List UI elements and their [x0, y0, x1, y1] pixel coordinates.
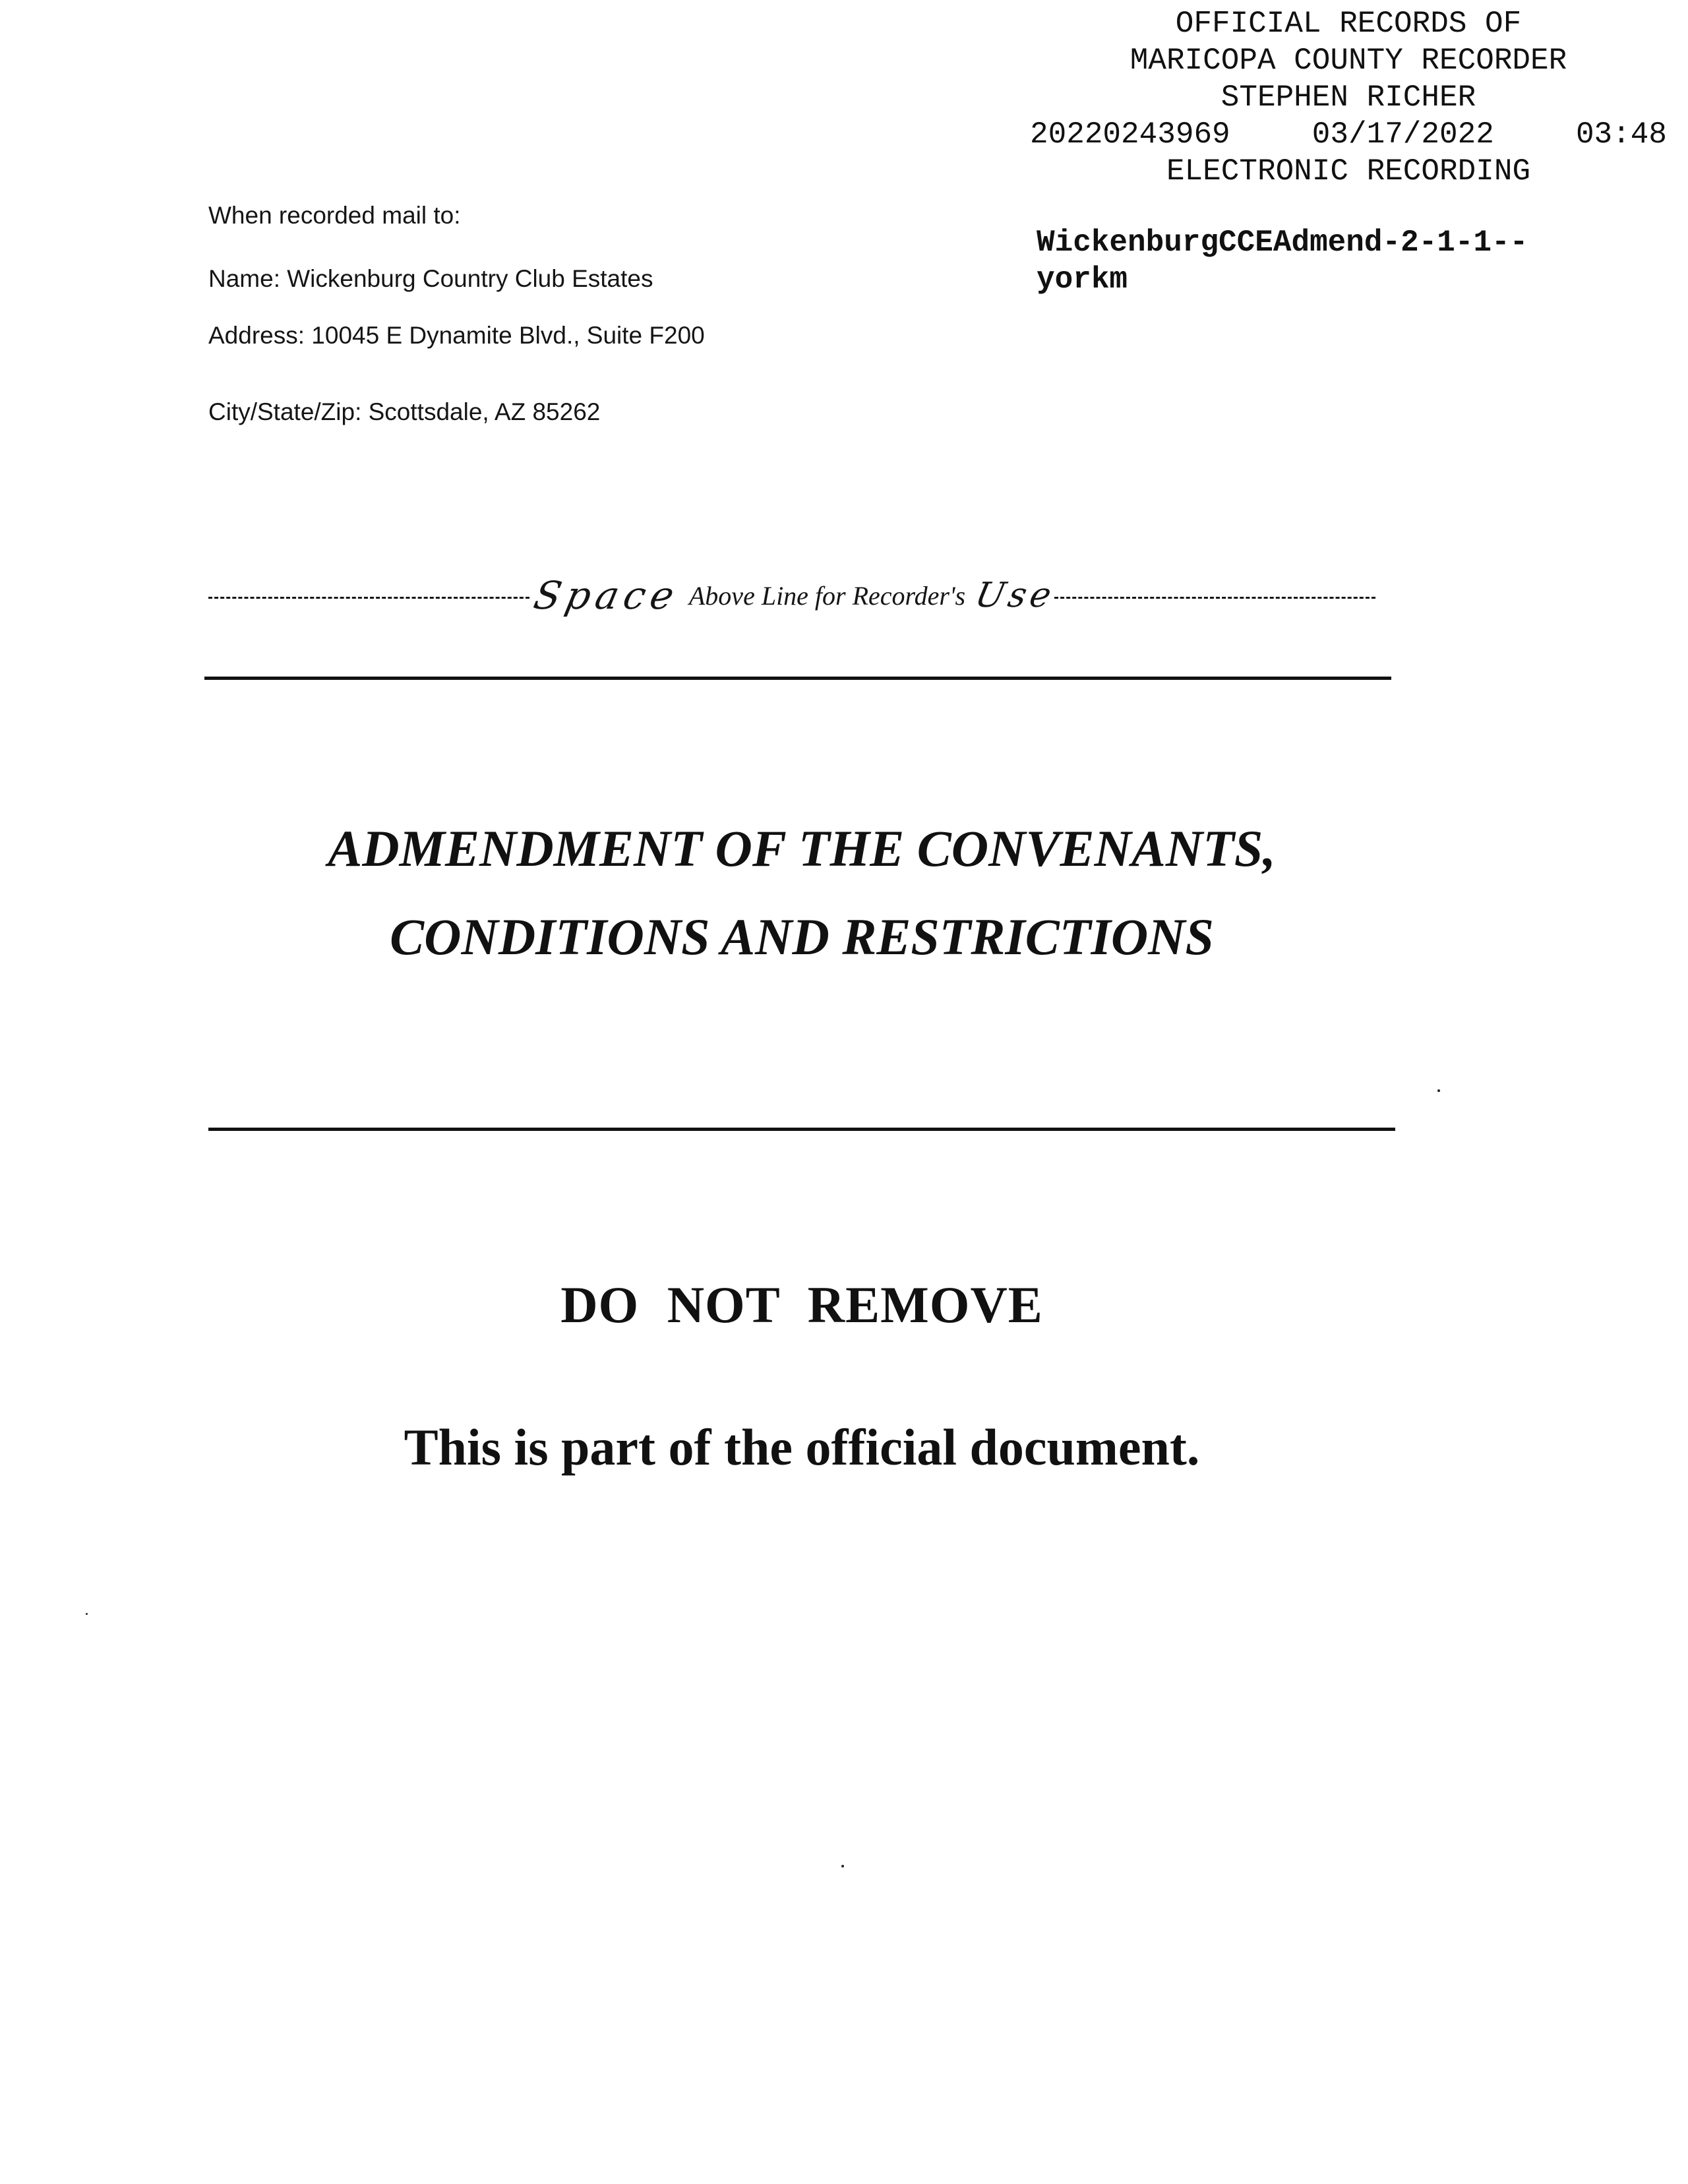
- recorder-use-line: [208, 572, 1375, 619]
- document-title: [208, 804, 1395, 981]
- dashed-line-right: [1054, 597, 1375, 599]
- mail-to-address: Address: 10045 E Dynamite Blvd., Suite F200: [208, 322, 705, 349]
- document-reference-line-1: WickenburgCCEAdmend-2-1-1--: [1037, 226, 1528, 260]
- use-word: Use: [971, 576, 1059, 615]
- top-divider: [204, 677, 1391, 680]
- recording-date: 03/17/2022: [1311, 117, 1494, 152]
- official-document-notice: This is part of the official document.: [404, 1418, 1200, 1476]
- recorder-stamp: [1029, 5, 1668, 190]
- document-reference: [1037, 224, 1630, 298]
- recording-time: 03:48: [1575, 117, 1667, 152]
- stamp-line-5: ELECTRONIC RECORDING: [1166, 154, 1531, 189]
- bottom-divider: [208, 1128, 1395, 1131]
- recording-number: 20220243969: [1030, 117, 1230, 152]
- mail-to-name: Name: Wickenburg Country Club Estates: [208, 265, 653, 292]
- space-word: Space: [529, 573, 684, 618]
- scan-speck: [1437, 1089, 1440, 1092]
- mail-to-heading: When recorded mail to:: [208, 202, 461, 229]
- stamp-line-1: OFFICIAL RECORDS OF: [1175, 7, 1522, 41]
- title-line-1: ADMENDMENT OF THE CONVENANTS,: [328, 820, 1276, 877]
- stamp-line-2: MARICOPA COUNTY RECORDER: [1130, 44, 1567, 78]
- scan-speck: [86, 1613, 88, 1615]
- stamp-recording-row: [1029, 116, 1668, 153]
- title-line-2: CONDITIONS AND RESTRICTIONS: [390, 908, 1214, 965]
- scan-speck: [841, 1865, 844, 1867]
- document-reference-line-2: yorkm: [1037, 262, 1128, 297]
- dashed-line-left: [208, 597, 529, 599]
- do-not-remove-notice: DO NOT REMOVE: [560, 1276, 1043, 1333]
- recorder-use-text: Above Line for Recorder's: [688, 580, 966, 611]
- mail-to-city-state-zip: City/State/Zip: Scottsdale, AZ 85262: [208, 398, 601, 425]
- stamp-line-3: STEPHEN RICHER: [1221, 80, 1476, 115]
